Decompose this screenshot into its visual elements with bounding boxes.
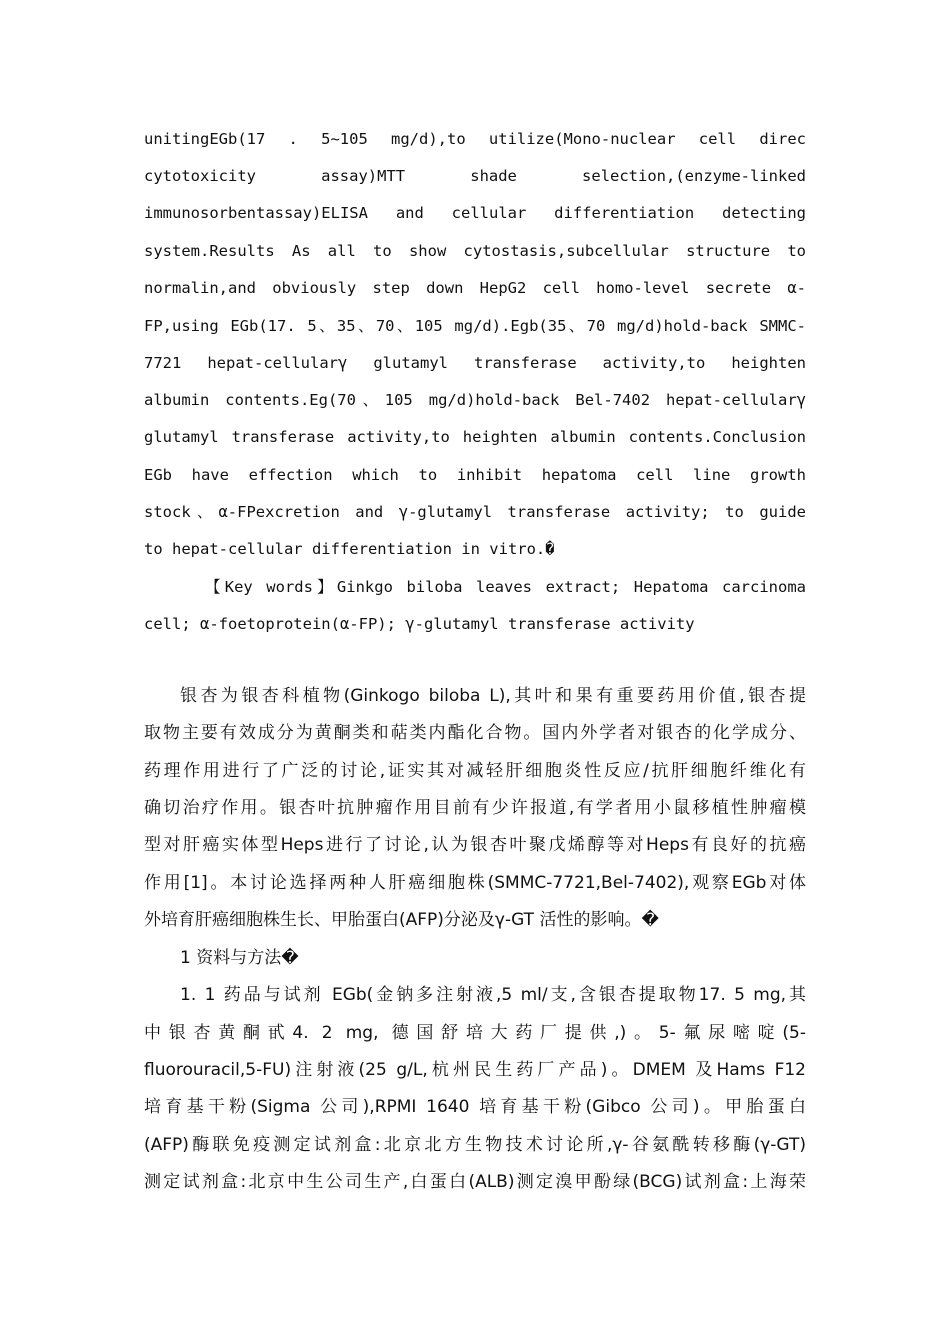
methods-line: fluorouracil,5-FU)注射液(25 g/L,杭州民生药厂产品)。DMEM 及Hams F12 <box>144 1060 806 1080</box>
methods-line: 1. 1 药品与试剂 EGb(金钠多注射液,5 ml/支,含银杏提取物17. 5 mg,其 <box>180 985 806 1005</box>
methods-line: 中银杏黄酮甙4. 2 mg, 德国舒培大药厂提供,)。5-氟尿嘧啶(5- <box>144 1023 806 1043</box>
abstract-line: unitingEGb(17 . 5~105 mg/d),to utilize(Mono-nuclear cell direc <box>144 130 806 148</box>
methods-line: 培育基干粉(Sigma 公司),RPMI 1640 培育基干粉(Gibco 公司)。甲胎蛋白 <box>144 1097 806 1117</box>
abstract-line: system.Results As all to show cytostasis,subcellular structure to <box>144 242 806 260</box>
methods-line: (AFP)酶联免疫测定试剂盒:北京北方生物技术讨论所,γ-谷氨酰转移酶(γ-GT) <box>144 1135 806 1155</box>
intro-line: 取物主要有效成分为黄酮类和萜类内酯化合物。国内外学者对银杏的化学成分、 <box>144 723 806 743</box>
abstract-line: normalin,and obviously step down HepG2 cell homo-level secrete α- <box>144 279 806 297</box>
intro-line: 型对肝癌实体型Heps进行了讨论,认为银杏叶聚戊烯醇等对Heps有良好的抗癌 <box>144 835 806 855</box>
abstract-line: stock、α-FPexcretion and γ-glutamyl transferase activity; to guide <box>144 503 806 521</box>
abstract-line: 7721 hepat-cellularγ glutamyl transferase activity,to heighten <box>144 354 806 372</box>
intro-line: 确切治疗作用。银杏叶抗肿瘤作用目前有少许报道,有学者用小鼠移植性肿瘤模 <box>144 798 806 818</box>
intro-line: 银杏为银杏科植物(Ginkogo biloba L),其叶和果有重要药用价值,银杏提 <box>180 686 806 706</box>
section-heading: 1 资料与方法� <box>180 948 299 968</box>
intro-line: 作用[1]。本讨论选择两种人肝癌细胞株(SMMC-7721,Bel-7402),观察EGb对体 <box>144 873 806 893</box>
abstract-line: glutamyl transferase activity,to heighten albumin contents.Conclusion <box>144 428 806 446</box>
abstract-line: FP,using EGb(17. 5、35、70、105 mg/d).Egb(35、70 mg/d)hold-back SMMC- <box>144 317 806 335</box>
keywords-line: 【Key words】Ginkgo biloba leaves extract; Hepatoma carcinoma <box>205 578 806 596</box>
intro-line: 外培育肝癌细胞株生长、甲胎蛋白(AFP)分泌及γ-GT 活性的影响。� <box>144 910 659 930</box>
intro-line: 药理作用进行了广泛的讨论,证实其对减轻肝细胞炎性反应/抗肝细胞纤维化有 <box>144 761 806 781</box>
keywords-line: cell; α-foetoprotein(α-FP); γ-glutamyl transferase activity <box>144 615 695 633</box>
abstract-line: immunosorbentassay)ELISA and cellular differentiation detecting <box>144 204 806 222</box>
abstract-line: cytotoxicity assay)MTT shade selection,(enzyme-linked <box>144 167 806 185</box>
abstract-line: albumin contents.Eg(70、105 mg/d)hold-back Bel-7402 hepat-cellularγ <box>144 391 806 409</box>
methods-line: 测定试剂盒:北京中生公司生产,白蛋白(ALB)测定溴甲酚绿(BCG)试剂盒:上海荣 <box>144 1172 806 1192</box>
abstract-line: EGb have effection which to inhibit hepatoma cell line growth <box>144 466 806 484</box>
abstract-line: to hepat-cellular differentiation in vitro.� <box>144 540 555 558</box>
